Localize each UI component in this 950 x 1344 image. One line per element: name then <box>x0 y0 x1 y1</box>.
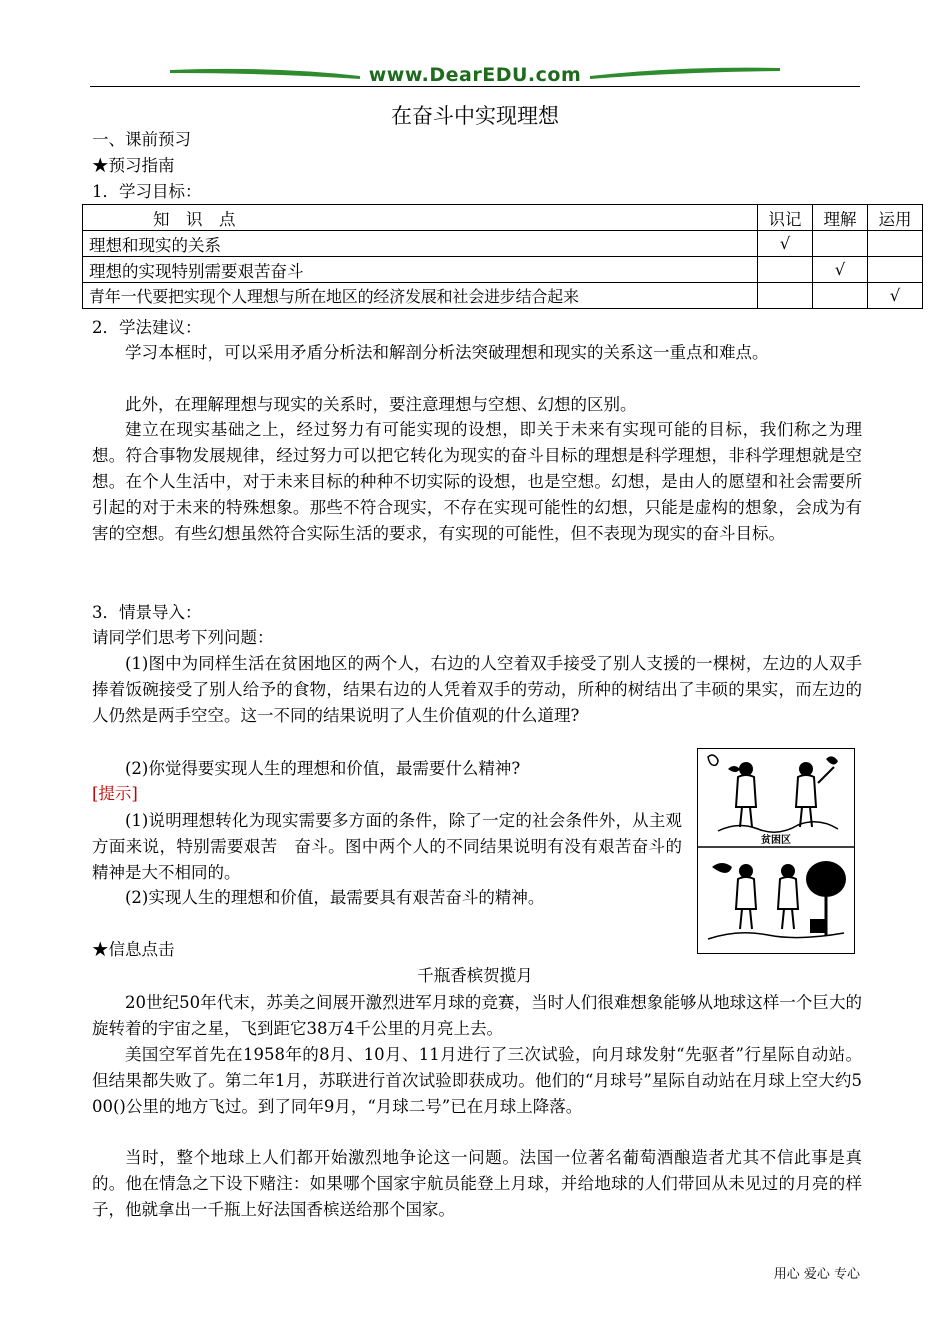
section-heading: 1．学习目标： <box>92 182 202 201</box>
header-rule <box>90 86 860 87</box>
section-heading: ★信息点击 <box>92 940 175 959</box>
table-row <box>83 283 923 309</box>
paragraph: 美国空军首先在1958年的8月、10月、11月进行了三次试验，向月球发射“先驱者”行星际自动站。但结果都失败了。第二年1月，苏联进行首次试验即获成功。他们的“月球号”星际自动站在月球上空大约5 00()公里的地方飞过。到了同年9月，“月球二号”已在月球上降落。 <box>92 1045 862 1116</box>
section-heading: 一、课前预习 <box>92 130 191 149</box>
question-paragraph: (2)你觉得要实现人生的理想和价值，最需要什么精神? <box>125 759 521 778</box>
question-paragraph: (1)图中为同样生活在贫困地区的两个人，右边的人空着双手接受了别人支援的一棵树，左边的人双手捧着饭碗接受了别人给予的食物，结果右边的人凭着双手的劳动，所种的树结出了丰硕的果实，而左边的人仍然是两手空空。这一不同的结果说明了人生价值观的什么道理? <box>92 654 862 725</box>
paragraph: 学习本框时，可以采用矛盾分析法和解剖分析法突破理想和现实的关系这一重点和难点。 <box>125 343 769 362</box>
check-cell <box>868 257 923 283</box>
answer-paragraph: (2)实现人生的理想和价值，最需要具有艰苦奋斗的精神。 <box>125 888 545 907</box>
paragraph: 建立在现实基础之上，经过努力有可能实现的设想，即关于未来有实现可能的目标，我们称之为理想。符合事物发展规律，经过努力可以把它转化为现实的奋斗目标的理想是科学理想，非科学理想就是空想。在个人生活中，对于未来目标的种种不切实际的设想，也是空想。幻想，是由人的愿望和社会需要所引起的对于未来的特殊想象。那些不符合现实，不存在实现可能性的幻想，只能是虚构的想象，会成为有害的空想。有些幻想虽然符合实际生活的要求，有实现的可能性，但不表现为现实的奋斗目标。 <box>92 420 862 543</box>
table-header-cell: 识记 <box>758 205 813 231</box>
check-cell <box>813 283 868 309</box>
hint-label: [提示] <box>92 784 138 803</box>
poverty-area-illustration-icon <box>698 749 854 953</box>
table-header-cell: 理解 <box>813 205 868 231</box>
paragraph: 此外，在理解理想与现实的关系时，要注意理想与空想、幻想的区别。 <box>125 395 637 414</box>
table-header-row <box>83 205 923 231</box>
scene-intro: 请同学们思考下列问题： <box>92 628 274 647</box>
page-footer: 用心 爱心 专心 <box>773 1267 860 1282</box>
check-cell: √ <box>868 283 923 309</box>
answer-paragraph: (1)说明理想转化为现实需要多方面的条件，除了一定的社会条件外，从主观方面来说，特别需要艰苦 奋斗。图中两个人的不同结果说明有没有艰苦奋斗的精神是大不相同的。 <box>92 811 682 882</box>
section-heading: 3．情景导入： <box>92 603 202 622</box>
check-cell <box>868 231 923 257</box>
site-name: www.DearEDU.com <box>368 64 582 86</box>
section-heading: 2．学法建议： <box>92 318 202 337</box>
table-header-cell: 运用 <box>868 205 923 231</box>
table-header-cell: 知 识 点 <box>83 205 758 231</box>
header-banner <box>170 62 780 88</box>
figure-label: 贫困区 <box>761 835 791 846</box>
check-cell <box>758 257 813 283</box>
check-cell <box>813 231 868 257</box>
table-cell: 理想的实现特别需要艰苦奋斗 <box>83 257 758 283</box>
check-cell <box>758 283 813 309</box>
paragraph: 20世纪50年代末，苏美之间展开激烈进军月球的竞赛，当时人们很难想象能够从地球这样一个巨大的旋转着的宇宙之星，飞到距它38万4千公里的月亮上去。 <box>92 993 862 1038</box>
illustration-figure <box>697 748 855 954</box>
check-cell: √ <box>758 231 813 257</box>
check-cell: √ <box>813 257 868 283</box>
paragraph: 当时，整个地球上人们都开始激烈地争论这一问题。法国一位著名葡萄酒酿造者尤其不信此事是真的。他在情急之下设下赌注：如果哪个国家宇航员能登上月球，并给地球的人们带回从未见过的月亮的样子，他就拿出一千瓶上好法国香槟送给那个国家。 <box>92 1148 862 1219</box>
table-cell: 青年一代要把实现个人理想与所在地区的经济发展和社会进步结合起来 <box>83 283 758 309</box>
article-title: 千瓶香槟贺揽月 <box>417 966 533 985</box>
table-row <box>83 231 923 257</box>
table-row <box>83 257 923 283</box>
page-title: 在奋斗中实现理想 <box>391 104 559 128</box>
learning-goals-table <box>82 204 923 309</box>
section-heading: ★预习指南 <box>92 156 175 175</box>
table-cell: 理想和现实的关系 <box>83 231 758 257</box>
